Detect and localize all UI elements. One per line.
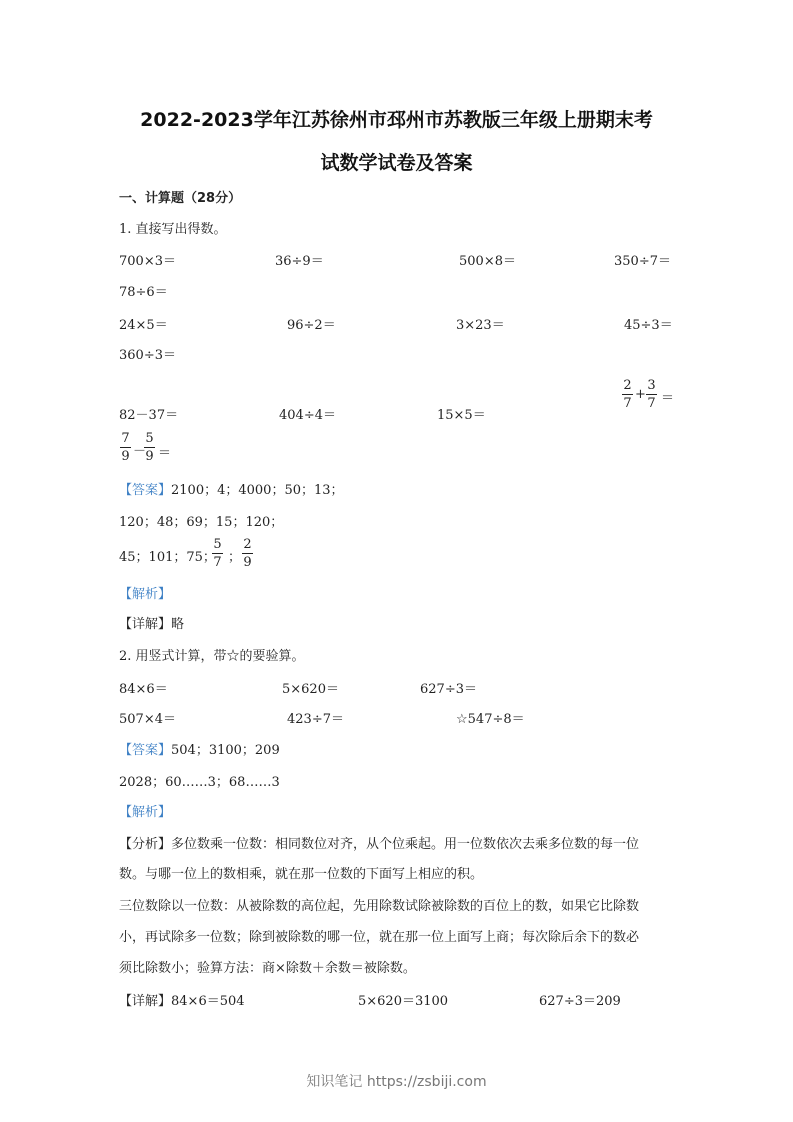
denominator: 9 (145, 449, 154, 464)
numerator: 7 (121, 431, 130, 446)
detail-tag: 【详解】 (119, 994, 172, 1009)
detail-line (119, 990, 245, 1009)
problem-item: 627÷3＝ (420, 682, 477, 697)
numerator: 2 (243, 537, 252, 552)
problem-item: 78÷6＝ (119, 285, 168, 300)
answer-line: 2028；60……3；68……3 (119, 775, 280, 790)
detail-item: 627÷3＝209 (539, 994, 621, 1009)
equals-sign: ＝ (158, 446, 172, 461)
problem-item: 360÷3＝ (119, 348, 176, 363)
analysis-paragraph: 须比除数小；验算方法：商×除数＋余数＝被除数。 (119, 961, 416, 976)
section-heading: 一、计算题（28分） (119, 191, 242, 206)
denominator: 7 (623, 396, 632, 411)
denominator: 7 (213, 555, 222, 570)
numerator: 3 (647, 378, 656, 393)
operator: － (133, 444, 147, 459)
answer-line (119, 739, 280, 758)
problem-item: 36÷9＝ (275, 254, 324, 269)
problem-item: 350÷7＝ (614, 254, 671, 269)
detail-text: 【详解】略 (119, 617, 185, 632)
problem-item: 507×4＝ (119, 712, 176, 727)
numerator: 2 (623, 378, 632, 393)
analysis-paragraph: 【分析】多位数乘一位数：相同数位对齐，从个位乘起。用一位数依次去乘多位数的每一位 (119, 837, 640, 852)
problem-item: 500×8＝ (459, 254, 516, 269)
problem-item: 84×6＝ (119, 682, 168, 697)
problem-item: ☆547÷8＝ (456, 712, 525, 727)
fraction (622, 378, 633, 411)
separator: ； (228, 550, 242, 565)
analysis-paragraph: 小，再试除多一位数；除到被除数的哪一位，就在那一位上面写上商；每次除后余下的数必 (119, 930, 640, 945)
answer-line: 120；48；69；15；120； (119, 515, 284, 530)
denominator: 9 (121, 449, 130, 464)
denominator: 7 (647, 396, 656, 411)
numerator: 5 (213, 537, 222, 552)
equals-sign: ＝ (661, 391, 675, 406)
fraction (144, 431, 155, 464)
doc-title-line2: 试数学试卷及答案 (320, 152, 473, 174)
question-2-prompt: 2. 用竖式计算，带☆的要验算。 (119, 649, 305, 664)
operator: + (635, 387, 646, 402)
problem-item: 15×5＝ (437, 408, 486, 423)
analysis-tag: 【解析】 (119, 587, 172, 602)
problem-item: 700×3＝ (119, 254, 176, 269)
answer-text: 2100；4；4000；50；13； (171, 483, 344, 498)
answer-fraction (212, 537, 223, 570)
problem-item: 82－37＝ (119, 408, 179, 423)
answer-fraction (242, 537, 253, 570)
problem-item: 404÷4＝ (279, 408, 336, 423)
answer-line: 45；101；75； (119, 550, 216, 565)
problem-item: 5×620＝ (282, 682, 339, 697)
analysis-paragraph: 三位数除以一位数：从被除数的高位起，先用除数试除被除数的百位上的数，如果它比除数 (119, 899, 640, 914)
answer-line (119, 479, 344, 498)
answer-tag: 【答案】 (119, 483, 172, 498)
answer-text: 504；3100；209 (171, 743, 280, 758)
watermark: 知识笔记 https://zsbiji.com (306, 1074, 487, 1090)
problem-item: 423÷7＝ (287, 712, 344, 727)
fraction (646, 378, 657, 411)
denominator: 9 (243, 555, 252, 570)
problem-item: 3×23＝ (456, 318, 505, 333)
answer-tag: 【答案】 (119, 743, 172, 758)
analysis-tag: 【解析】 (119, 805, 172, 820)
problem-item: 24×5＝ (119, 318, 168, 333)
numerator: 5 (145, 431, 154, 446)
analysis-paragraph: 数。与哪一位上的数相乘，就在那一位数的下面写上相应的积。 (119, 867, 484, 882)
doc-title-line1: 2022-2023学年江苏徐州市邳州市苏教版三年级上册期末考 (140, 109, 653, 131)
problem-item: 45÷3＝ (624, 318, 673, 333)
problem-item: 96÷2＝ (287, 318, 336, 333)
detail-item: 84×6＝504 (171, 994, 245, 1009)
detail-item: 5×620＝3100 (358, 994, 449, 1009)
fraction (120, 431, 131, 464)
question-1-prompt: 1. 直接写出得数。 (119, 222, 227, 237)
